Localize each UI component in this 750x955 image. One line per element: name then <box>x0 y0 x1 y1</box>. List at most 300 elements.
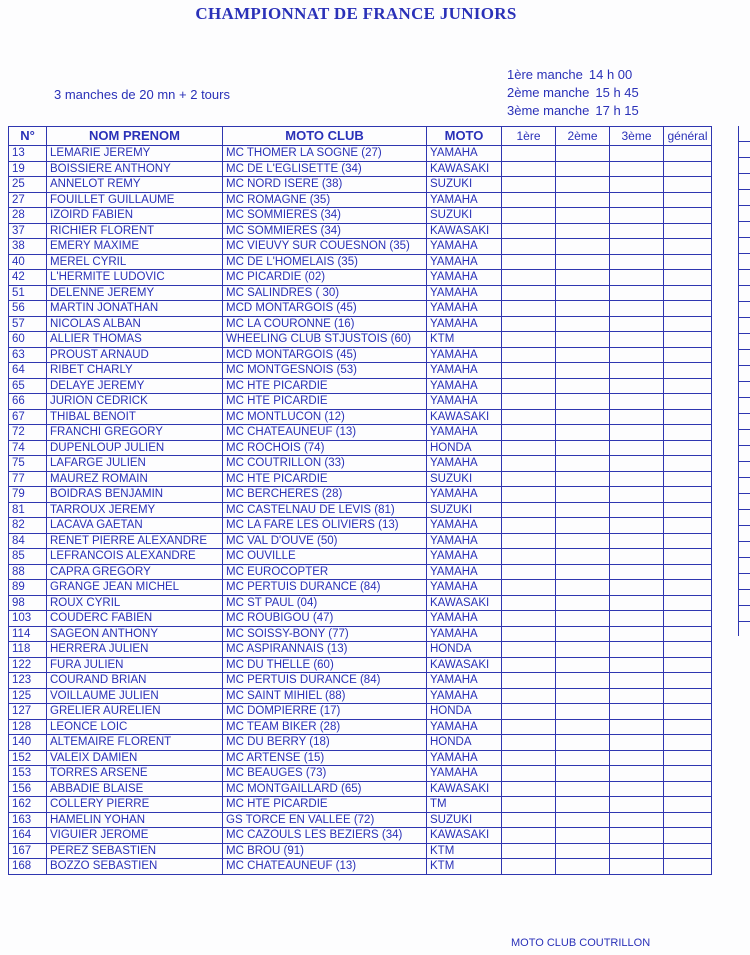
rider-club: MC DU BERRY (18) <box>223 735 427 751</box>
table-row <box>9 254 712 270</box>
rider-bike: SUZUKI <box>427 502 502 518</box>
result-race3 <box>610 828 664 844</box>
result-overall <box>664 440 712 456</box>
table-row <box>9 750 712 766</box>
result-race3 <box>610 626 664 642</box>
col-number: N° <box>9 127 47 146</box>
rider-number: 84 <box>9 533 47 549</box>
result-overall <box>664 828 712 844</box>
result-overall <box>664 704 712 720</box>
rider-club: MC BERCHERES (28) <box>223 487 427 503</box>
result-race1 <box>502 146 556 162</box>
rider-name: COUDERC FABIEN <box>47 611 223 627</box>
result-race1 <box>502 487 556 503</box>
rider-bike: YAMAHA <box>427 564 502 580</box>
rider-name: LEONCE LOIC <box>47 719 223 735</box>
race-format: 3 manches de 20 mn + 2 tours <box>54 87 230 102</box>
rider-number: 38 <box>9 239 47 255</box>
result-race2 <box>556 843 610 859</box>
result-race3 <box>610 688 664 704</box>
rider-name: ABBADIE BLAISE <box>47 781 223 797</box>
rider-number: 75 <box>9 456 47 472</box>
table-row <box>9 611 712 627</box>
table-row <box>9 239 712 255</box>
result-overall <box>664 657 712 673</box>
rider-number: 72 <box>9 425 47 441</box>
rider-number: 82 <box>9 518 47 534</box>
rider-bike: YAMAHA <box>427 347 502 363</box>
table-row <box>9 425 712 441</box>
rider-bike: YAMAHA <box>427 626 502 642</box>
rider-name: IZOIRD FABIEN <box>47 208 223 224</box>
schedule-label: 3ème manche <box>507 103 590 118</box>
result-race1 <box>502 595 556 611</box>
result-race2 <box>556 611 610 627</box>
result-overall <box>664 611 712 627</box>
rider-club: MC LA COURONNE (16) <box>223 316 427 332</box>
result-overall <box>664 688 712 704</box>
rider-bike: YAMAHA <box>427 580 502 596</box>
result-overall <box>664 642 712 658</box>
result-overall <box>664 626 712 642</box>
result-race3 <box>610 471 664 487</box>
rider-number: 27 <box>9 192 47 208</box>
table-row <box>9 719 712 735</box>
result-race2 <box>556 626 610 642</box>
rider-name: THIBAL BENOIT <box>47 409 223 425</box>
result-race1 <box>502 673 556 689</box>
result-race3 <box>610 549 664 565</box>
result-race2 <box>556 812 610 828</box>
result-overall <box>664 409 712 425</box>
result-race2 <box>556 254 610 270</box>
rider-bike: KAWASAKI <box>427 781 502 797</box>
result-race3 <box>610 347 664 363</box>
rider-name: MARTIN JONATHAN <box>47 301 223 317</box>
result-race3 <box>610 425 664 441</box>
rider-club: MC ROUBIGOU (47) <box>223 611 427 627</box>
rider-club: MC DU THELLE (60) <box>223 657 427 673</box>
rider-number: 37 <box>9 223 47 239</box>
result-race3 <box>610 146 664 162</box>
rider-club: MC CAZOULS LES BEZIERS (34) <box>223 828 427 844</box>
rider-name: MEREL CYRIL <box>47 254 223 270</box>
result-race1 <box>502 611 556 627</box>
result-race2 <box>556 688 610 704</box>
result-overall <box>664 161 712 177</box>
result-overall <box>664 518 712 534</box>
result-race3 <box>610 533 664 549</box>
rider-club: MC MONTGESNOIS (53) <box>223 363 427 379</box>
rider-name: TARROUX JEREMY <box>47 502 223 518</box>
table-row <box>9 595 712 611</box>
table-row <box>9 177 712 193</box>
rider-bike: TM <box>427 797 502 813</box>
rider-bike: YAMAHA <box>427 487 502 503</box>
result-race2 <box>556 533 610 549</box>
table-row <box>9 673 712 689</box>
col-race1: 1ère <box>502 127 556 146</box>
rider-number: 98 <box>9 595 47 611</box>
rider-bike: KAWASAKI <box>427 595 502 611</box>
result-race3 <box>610 595 664 611</box>
rider-number: 13 <box>9 146 47 162</box>
rider-bike: KTM <box>427 843 502 859</box>
rider-name: BOISSIERE ANTHONY <box>47 161 223 177</box>
rider-club: MC BROU (91) <box>223 843 427 859</box>
result-race3 <box>610 192 664 208</box>
result-race1 <box>502 502 556 518</box>
rider-bike: YAMAHA <box>427 549 502 565</box>
result-race1 <box>502 843 556 859</box>
result-race2 <box>556 270 610 286</box>
rider-club: MC TEAM BIKER (28) <box>223 719 427 735</box>
col-overall: général <box>664 127 712 146</box>
rider-number: 51 <box>9 285 47 301</box>
result-race1 <box>502 316 556 332</box>
result-race3 <box>610 223 664 239</box>
result-race3 <box>610 316 664 332</box>
result-race2 <box>556 595 610 611</box>
result-race3 <box>610 704 664 720</box>
table-row <box>9 301 712 317</box>
rider-name: RICHIER FLORENT <box>47 223 223 239</box>
rider-name: NICOLAS ALBAN <box>47 316 223 332</box>
rider-bike: YAMAHA <box>427 378 502 394</box>
rider-bike: SUZUKI <box>427 208 502 224</box>
result-race3 <box>610 750 664 766</box>
rider-number: 63 <box>9 347 47 363</box>
result-overall <box>664 673 712 689</box>
rider-number: 162 <box>9 797 47 813</box>
result-race3 <box>610 301 664 317</box>
rider-name: FURA JULIEN <box>47 657 223 673</box>
rider-bike: YAMAHA <box>427 750 502 766</box>
rider-name: PEREZ SEBASTIEN <box>47 843 223 859</box>
result-race1 <box>502 440 556 456</box>
result-overall <box>664 285 712 301</box>
rider-bike: HONDA <box>427 642 502 658</box>
rider-club: MC ROMAGNE (35) <box>223 192 427 208</box>
table-row <box>9 843 712 859</box>
result-race3 <box>610 378 664 394</box>
col-race2: 2ème <box>556 127 610 146</box>
result-race2 <box>556 223 610 239</box>
result-race3 <box>610 657 664 673</box>
rider-club: MC SAINT MIHIEL (88) <box>223 688 427 704</box>
result-race2 <box>556 564 610 580</box>
rider-bike: YAMAHA <box>427 688 502 704</box>
rider-name: LAFARGE JULIEN <box>47 456 223 472</box>
result-race3 <box>610 208 664 224</box>
result-overall <box>664 502 712 518</box>
rider-bike: YAMAHA <box>427 316 502 332</box>
result-race3 <box>610 843 664 859</box>
rider-number: 56 <box>9 301 47 317</box>
rider-name: VALEIX DAMIEN <box>47 750 223 766</box>
table-row <box>9 580 712 596</box>
result-race3 <box>610 487 664 503</box>
rider-number: 42 <box>9 270 47 286</box>
rider-name: PROUST ARNAUD <box>47 347 223 363</box>
result-race2 <box>556 208 610 224</box>
table-row <box>9 812 712 828</box>
col-bike: MOTO <box>427 127 502 146</box>
rider-bike: YAMAHA <box>427 766 502 782</box>
rider-name: BOZZO SEBASTIEN <box>47 859 223 875</box>
rider-number: 89 <box>9 580 47 596</box>
rider-club: MC SALINDRES ( 30) <box>223 285 427 301</box>
rider-bike: KAWASAKI <box>427 828 502 844</box>
result-race3 <box>610 502 664 518</box>
result-overall <box>664 859 712 875</box>
result-race1 <box>502 177 556 193</box>
result-race2 <box>556 239 610 255</box>
result-race2 <box>556 146 610 162</box>
result-overall <box>664 843 712 859</box>
rider-number: 85 <box>9 549 47 565</box>
rider-number: 123 <box>9 673 47 689</box>
col-name: NOM PRENOM <box>47 127 223 146</box>
result-race2 <box>556 177 610 193</box>
rider-club: MC CHATEAUNEUF (13) <box>223 859 427 875</box>
result-overall <box>664 564 712 580</box>
result-overall <box>664 332 712 348</box>
result-overall <box>664 254 712 270</box>
rider-number: 81 <box>9 502 47 518</box>
result-race1 <box>502 192 556 208</box>
result-overall <box>664 192 712 208</box>
result-race3 <box>610 161 664 177</box>
result-race1 <box>502 409 556 425</box>
rider-bike: YAMAHA <box>427 719 502 735</box>
rider-bike: KAWASAKI <box>427 223 502 239</box>
result-race1 <box>502 533 556 549</box>
table-row <box>9 564 712 580</box>
rider-number: 163 <box>9 812 47 828</box>
result-race3 <box>610 270 664 286</box>
result-race1 <box>502 859 556 875</box>
rider-name: VOILLAUME JULIEN <box>47 688 223 704</box>
result-race1 <box>502 363 556 379</box>
rider-number: 66 <box>9 394 47 410</box>
result-race3 <box>610 611 664 627</box>
rider-number: 67 <box>9 409 47 425</box>
rider-bike: HONDA <box>427 440 502 456</box>
rider-bike: HONDA <box>427 735 502 751</box>
table-row <box>9 363 712 379</box>
result-race3 <box>610 394 664 410</box>
rider-bike: YAMAHA <box>427 239 502 255</box>
result-race3 <box>610 440 664 456</box>
rider-number: 65 <box>9 378 47 394</box>
rider-number: 77 <box>9 471 47 487</box>
result-race2 <box>556 859 610 875</box>
rider-bike: KTM <box>427 332 502 348</box>
result-race1 <box>502 797 556 813</box>
rider-number: 156 <box>9 781 47 797</box>
rider-bike: YAMAHA <box>427 673 502 689</box>
rider-name: RIBET CHARLY <box>47 363 223 379</box>
result-overall <box>664 750 712 766</box>
result-race3 <box>610 797 664 813</box>
schedule-time: 17 h 15 <box>595 103 639 118</box>
rider-club: MC ARTENSE (15) <box>223 750 427 766</box>
table-row <box>9 394 712 410</box>
result-race1 <box>502 239 556 255</box>
rider-bike: YAMAHA <box>427 394 502 410</box>
result-race2 <box>556 409 610 425</box>
rider-name: HERRERA JULIEN <box>47 642 223 658</box>
result-race1 <box>502 719 556 735</box>
rider-bike: KTM <box>427 859 502 875</box>
rider-bike: KAWASAKI <box>427 657 502 673</box>
rider-club: MC HTE PICARDIE <box>223 471 427 487</box>
result-overall <box>664 487 712 503</box>
rider-club: MC EUROCOPTER <box>223 564 427 580</box>
rider-bike: YAMAHA <box>427 611 502 627</box>
rider-bike: SUZUKI <box>427 812 502 828</box>
table-row <box>9 347 712 363</box>
rider-number: 28 <box>9 208 47 224</box>
result-overall <box>664 580 712 596</box>
result-race2 <box>556 797 610 813</box>
rider-bike: HONDA <box>427 704 502 720</box>
rider-bike: YAMAHA <box>427 425 502 441</box>
rider-club: MC BEAUGES (73) <box>223 766 427 782</box>
rider-name: FOUILLET GUILLAUME <box>47 192 223 208</box>
table-row <box>9 208 712 224</box>
table-row <box>9 332 712 348</box>
rider-number: 164 <box>9 828 47 844</box>
rider-name: VIGUIER JEROME <box>47 828 223 844</box>
result-race2 <box>556 704 610 720</box>
rider-club: MC VAL D'OUVE (50) <box>223 533 427 549</box>
col-club: MOTO CLUB <box>223 127 427 146</box>
result-race3 <box>610 859 664 875</box>
result-race1 <box>502 254 556 270</box>
rider-number: 114 <box>9 626 47 642</box>
result-race1 <box>502 704 556 720</box>
rider-bike: YAMAHA <box>427 192 502 208</box>
rider-club: MCD MONTARGOIS (45) <box>223 347 427 363</box>
rider-club: MC ROCHOIS (74) <box>223 440 427 456</box>
result-race1 <box>502 564 556 580</box>
result-overall <box>664 471 712 487</box>
rider-name: ANNELOT REMY <box>47 177 223 193</box>
result-race3 <box>610 580 664 596</box>
result-overall <box>664 595 712 611</box>
table-row <box>9 285 712 301</box>
result-race1 <box>502 223 556 239</box>
rider-club: MC DOMPIERRE (17) <box>223 704 427 720</box>
rider-name: RENET PIERRE ALEXANDRE <box>47 533 223 549</box>
result-overall <box>664 239 712 255</box>
table-row <box>9 471 712 487</box>
rider-club: MC HTE PICARDIE <box>223 797 427 813</box>
result-race2 <box>556 719 610 735</box>
rider-bike: KAWASAKI <box>427 409 502 425</box>
result-overall <box>664 719 712 735</box>
result-race2 <box>556 332 610 348</box>
rider-club: MC MONTGAILLARD (65) <box>223 781 427 797</box>
result-race1 <box>502 394 556 410</box>
result-race3 <box>610 642 664 658</box>
rider-club: MC ST PAUL (04) <box>223 595 427 611</box>
rider-club: MC DE L'HOMELAIS (35) <box>223 254 427 270</box>
result-overall <box>664 177 712 193</box>
result-overall <box>664 735 712 751</box>
result-overall <box>664 394 712 410</box>
table-row <box>9 781 712 797</box>
adjacent-page-edge <box>738 126 750 636</box>
result-race1 <box>502 549 556 565</box>
rider-number: 122 <box>9 657 47 673</box>
table-row <box>9 735 712 751</box>
rider-name: HAMELIN YOHAN <box>47 812 223 828</box>
rider-bike: YAMAHA <box>427 533 502 549</box>
rider-club: MC VIEUVY SUR COUESNON (35) <box>223 239 427 255</box>
rider-bike: SUZUKI <box>427 471 502 487</box>
table-row <box>9 518 712 534</box>
rider-number: 57 <box>9 316 47 332</box>
result-race1 <box>502 285 556 301</box>
rider-club: MC LA FARE LES OLIVIERS (13) <box>223 518 427 534</box>
rider-club: MC MONTLUCON (12) <box>223 409 427 425</box>
rider-name: L'HERMITE LUDOVIC <box>47 270 223 286</box>
table-row <box>9 192 712 208</box>
rider-bike: YAMAHA <box>427 301 502 317</box>
rider-number: 127 <box>9 704 47 720</box>
table-row <box>9 146 712 162</box>
result-overall <box>664 812 712 828</box>
result-race2 <box>556 192 610 208</box>
result-overall <box>664 378 712 394</box>
result-race2 <box>556 394 610 410</box>
rider-number: 88 <box>9 564 47 580</box>
result-overall <box>664 270 712 286</box>
table-row <box>9 859 712 875</box>
rider-bike: YAMAHA <box>427 285 502 301</box>
result-race3 <box>610 456 664 472</box>
rider-club: MC PERTUIS DURANCE (84) <box>223 580 427 596</box>
result-race2 <box>556 828 610 844</box>
table-row <box>9 704 712 720</box>
table-row <box>9 766 712 782</box>
result-race1 <box>502 657 556 673</box>
result-race1 <box>502 580 556 596</box>
result-race1 <box>502 332 556 348</box>
result-race3 <box>610 285 664 301</box>
table-row <box>9 409 712 425</box>
result-race2 <box>556 456 610 472</box>
rider-club: MC THOMER LA SOGNE (27) <box>223 146 427 162</box>
rider-number: 40 <box>9 254 47 270</box>
rider-number: 125 <box>9 688 47 704</box>
rider-club: MC DE L'EGLISETTE (34) <box>223 161 427 177</box>
rider-bike: YAMAHA <box>427 363 502 379</box>
schedule-time: 14 h 00 <box>588 67 633 82</box>
rider-name: DELENNE JEREMY <box>47 285 223 301</box>
result-race2 <box>556 378 610 394</box>
rider-name: GRANGE JEAN MICHEL <box>47 580 223 596</box>
rider-bike: YAMAHA <box>427 254 502 270</box>
rider-club: MC HTE PICARDIE <box>223 394 427 410</box>
rider-club: MC ASPIRANNAIS (13) <box>223 642 427 658</box>
table-row <box>9 626 712 642</box>
rider-number: 168 <box>9 859 47 875</box>
result-race3 <box>610 812 664 828</box>
